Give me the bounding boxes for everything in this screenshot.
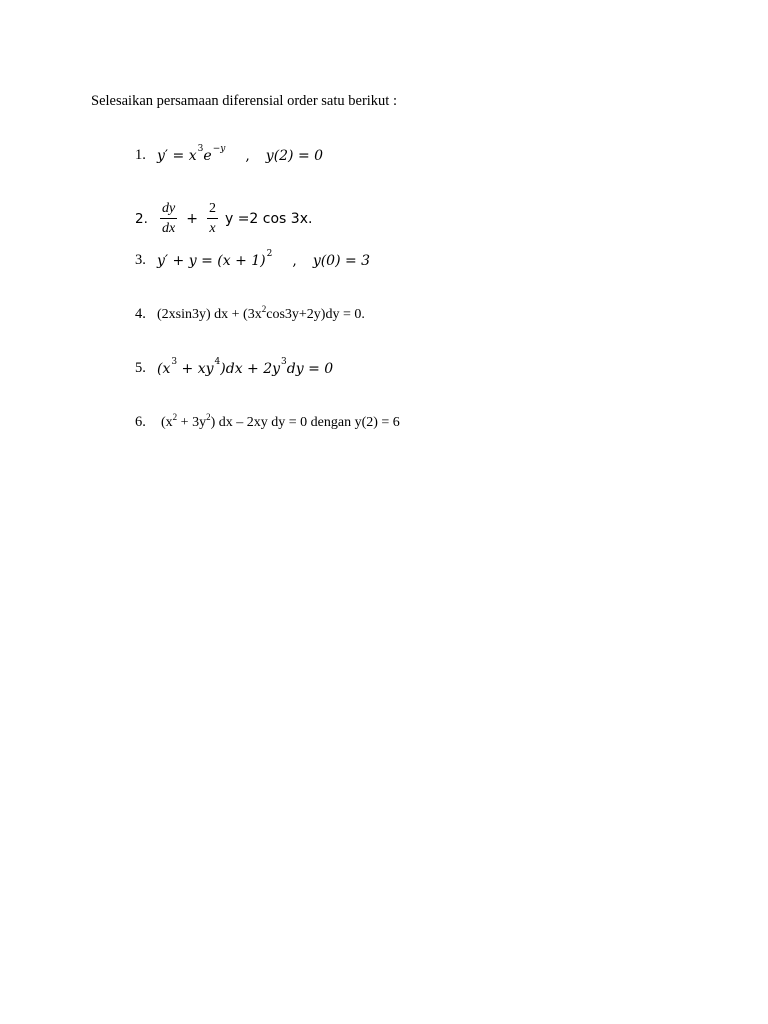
problem-6-part-2: + 3y [177, 414, 207, 430]
problem-2-plus: + [186, 211, 198, 227]
fraction-denominator: x [209, 221, 216, 236]
problem-3-separator: , [292, 252, 297, 269]
problem-1-number: 1. [135, 147, 146, 163]
problem-5-number: 5. [135, 360, 146, 376]
problem-2-fraction-dydx [160, 202, 177, 236]
problem-1-x-exponent: 3 [197, 143, 204, 154]
problem-1 [135, 143, 324, 164]
problem-1-e: e [203, 147, 212, 164]
problem-1-lhs: y [157, 147, 165, 164]
problem-4 [135, 303, 365, 323]
problem-1-separator: , [245, 147, 250, 164]
problem-6-exponent-2: 2 [206, 411, 211, 422]
problem-4-exponent: 2 [261, 303, 267, 314]
problem-4-part-2: cos3y+2y)dy = 0. [266, 306, 365, 322]
problem-3-exponent: 2 [266, 248, 273, 259]
problem-6-number: 6. [135, 414, 146, 430]
problem-6 [135, 411, 400, 431]
problem-3 [135, 248, 371, 269]
problem-5-exponent-2: 4 [214, 356, 221, 367]
problem-5-part-2: + xy [177, 360, 214, 377]
problem-5-part-3: )dx + 2y [220, 360, 281, 377]
problem-5-part-4: dy = 0 [286, 360, 334, 377]
problem-5-exponent-1: 3 [171, 356, 178, 367]
problem-1-x: x [188, 147, 197, 164]
problem-2-rest: y =2 cos 3x. [224, 211, 313, 227]
instruction-text: Selesaikan persamaan diferensial order satu berikut : [91, 93, 397, 109]
problem-1-e-exponent: −y [212, 143, 226, 154]
problem-1-condition: y(2) = 0 [265, 147, 324, 164]
problem-5-part-1: (x [157, 360, 171, 377]
problem-2-number: 2. [135, 211, 148, 227]
problem-1-prime: ′ [164, 147, 169, 164]
fraction-numerator: 2 [208, 201, 216, 216]
problem-6-part-1: (x [161, 414, 173, 430]
fraction-numerator: dy [162, 201, 176, 216]
problem-4-part-1: (2xsin3y) dx + (3x [157, 306, 262, 322]
problem-1-equals: = [168, 147, 189, 164]
problem-5 [135, 356, 334, 377]
problem-5-exponent-3: 3 [281, 356, 287, 367]
problem-4-number: 4. [135, 306, 146, 322]
problem-6-exponent-1: 2 [172, 411, 178, 422]
problem-3-condition: y(0) = 3 [312, 252, 371, 269]
fraction-denominator: dx [162, 221, 176, 236]
problem-3-lhs: y′ + y = (x + 1) [157, 252, 266, 269]
problem-2 [135, 202, 312, 236]
problem-2-fraction-2x [207, 202, 218, 236]
problem-6-part-3: ) dx – 2xy dy = 0 dengan y(2) = 6 [210, 414, 400, 430]
problem-3-number: 3. [135, 252, 146, 268]
